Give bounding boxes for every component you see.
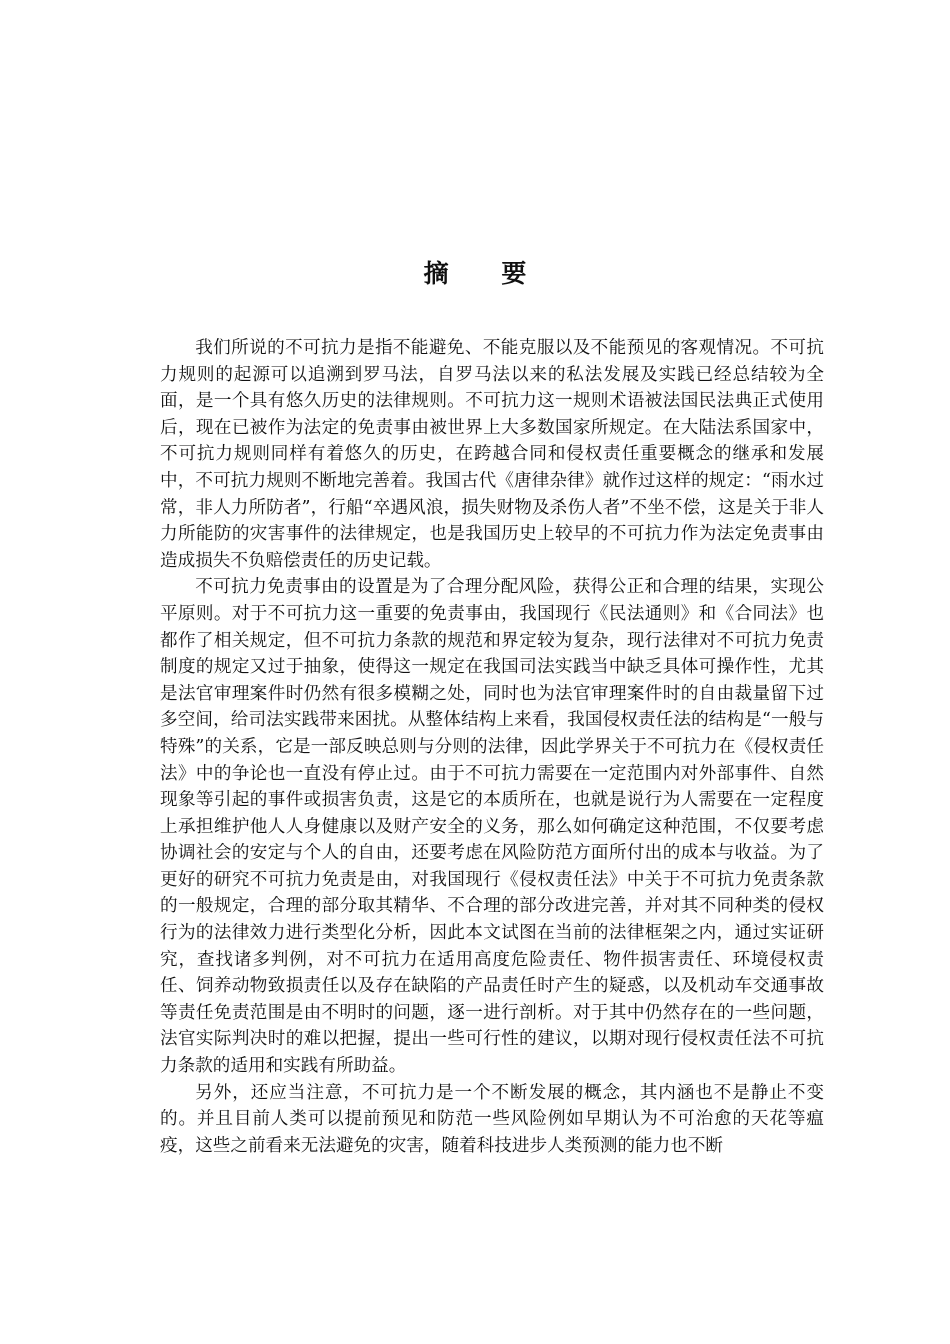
paragraph: 我们所说的不可抗力是指不能避免、不能克服以及不能预见的客观情况。不可抗力规则的起源可以追溯到罗马法，自罗马法以来的私法发展及实践已经总结较为全面，是一个具有悠久历史的法律规则。不可抗力这一规则术语被法国民法典正式使用后，现在已被作为法定的免责事由被世界上大多数国家所规定。在大陆法系国家中，不可抗力规则同样有着悠久的历史，在跨越合同和侵权责任重要概念的继承和发展中，不可抗力规则不断地完善着。我国古代《唐律杂律》就作过这样的规定：“雨水过常，非人力所防者”，行船“卒遇风浪，损失财物及杀伤人者”不坐不偿，这是关于非人力所能防的灾害事件的法律规定，也是我国历史上较早的不可抗力作为法定免责事由造成损失不负赔偿责任的历史记载。 bbox=[160, 338, 824, 571]
abstract-title: 摘 要 bbox=[423, 259, 549, 288]
paragraph: 不可抗力免责事由的设置是为了合理分配风险，获得公正和合理的结果，实现公平原则。对于不可抗力这一重要的免责事由，我国现行《民法通则》和《合同法》也都作了相关规定，但不可抗力条款的规范和界定较为复杂，现行法律对不可抗力免责制度的规定又过于抽象，使得这一规定在我国司法实践当中缺乏具体可操作性，尤其是法官审理案件时仍然有很多模糊之处，同时也为法官审理案件时的自由裁量留下过多空间，给司法实践带来困扰。从整体结构上来看，我国侵权责任法的结构是“一般与特殊”的关系，它是一部反映总则与分则的法律，因此学界关于不可抗力在《侵权责任法》中的争论也一直没有停止过。由于不可抗力需要在一定范围内对外部事件、自然现象等引起的事件或损害负责，这是它的本质所在，也就是说行为人需要在一定程度上承担维护他人人身健康以及财产安全的义务，那么如何确定这种范围，不仅要考虑协调社会的安定与个人的自由，还要考虑在风险防范方面所付出的成本与收益。为了更好的研究不可抗力免责是由，对我国现行《侵权责任法》中关于不可抗力免责条款的一般规定，合理的部分取其精华、不合理的部分改进完善，并对其不同种类的侵权行为的法律效力进行类型化分析，因此本文试图在当前的法律框架之内，通过实证研究，查找诸多判例，对不可抗力在适用高度危险责任、物件损害责任、环境侵权责任、饲养动物致损责任以及存在缺陷的产品责任时产生的疑惑，以及机动车交通事故等责任免责范围是由不明时的问题，逐一进行剖析。对于其中仍然存在的一些问题，法官实际判决时的难以把握，提出一些可行性的建议，以期对现行侵权责任法不可抗力条款的适用和实践有所助益。 bbox=[160, 577, 824, 1077]
paragraph: 另外，还应当注意，不可抗力是一个不断发展的概念，其内涵也不是静止不变的。并且目前人类可以提前预见和防范一些风险例如早期认为不可治愈的天花等瘟疫，这些之前看来无法避免的灾害，随着科技进步人类预测的能力也不断 bbox=[160, 1082, 824, 1156]
abstract-body bbox=[160, 335, 824, 1159]
